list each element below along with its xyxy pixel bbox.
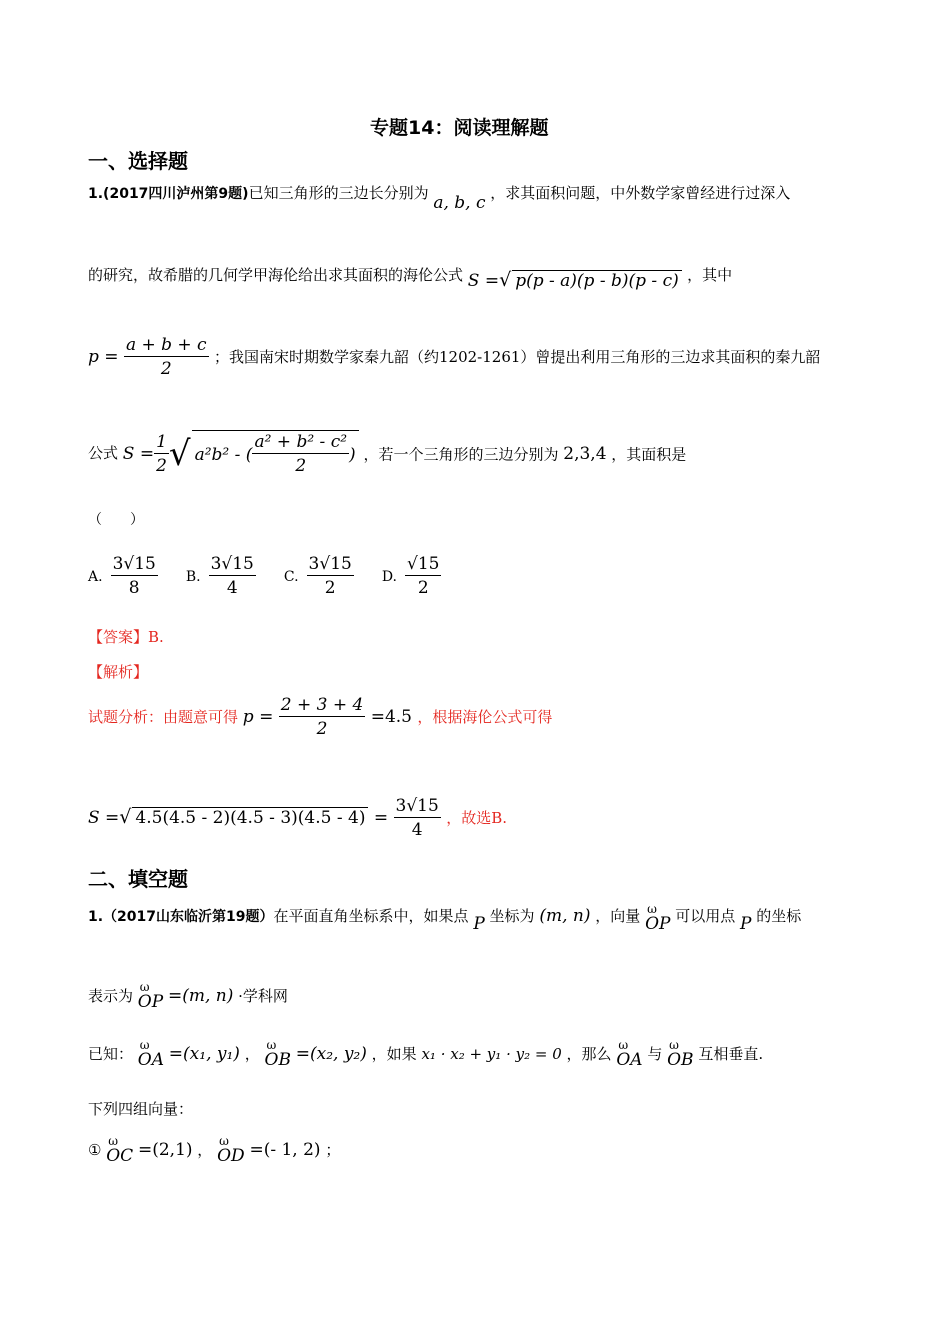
radicand-prefix: a²b² - ( bbox=[194, 444, 253, 465]
denominator: 8 bbox=[128, 578, 140, 598]
denominator: 2 bbox=[160, 359, 172, 379]
numerator: a + b + c bbox=[125, 335, 207, 355]
question-text: ；我国南宋时期数学家秦九韶（约1202-1261）曾提出利用三角形的三边求其面积的秦九韶 bbox=[214, 348, 821, 366]
denominator: 2 bbox=[324, 578, 336, 598]
sides-abc: a, b, c bbox=[433, 193, 486, 213]
denominator: 2 bbox=[417, 578, 429, 598]
question-text: ，其面积是 bbox=[611, 445, 687, 464]
question-text: 互相垂直. bbox=[698, 1045, 764, 1063]
solution-text: ，根据海伦公式可得 bbox=[417, 708, 553, 726]
radical-icon: √ bbox=[168, 434, 191, 474]
coordinate: =(x₂, y₂) bbox=[295, 1044, 367, 1064]
numerator: a² + b² - c² bbox=[254, 432, 348, 452]
radicand bbox=[192, 430, 359, 478]
question-text: 与 bbox=[647, 1045, 663, 1063]
fraction-half bbox=[154, 431, 169, 478]
denominator: 2 bbox=[295, 456, 307, 476]
question-text: 在平面直角坐标系中，如果点 bbox=[273, 907, 469, 925]
numerator: 1 bbox=[156, 431, 167, 452]
question-line-4 bbox=[88, 430, 686, 478]
vector-oa: ω OA bbox=[138, 1050, 164, 1070]
option-label: C. bbox=[283, 568, 299, 585]
radicand-suffix: ) bbox=[349, 444, 356, 465]
section-heading-choice: 一、选择题 bbox=[88, 149, 188, 173]
question-text: ·学科网 bbox=[238, 987, 288, 1005]
answer-line: 【答案】B. bbox=[88, 628, 164, 646]
option-fraction bbox=[111, 553, 158, 600]
question-text: ，如果 bbox=[371, 1045, 417, 1063]
point-p: P bbox=[740, 914, 752, 934]
numerator: 2 + 3 + 4 bbox=[280, 695, 364, 715]
question-text: 可以用点 bbox=[675, 907, 736, 925]
coordinate: =(m, n) bbox=[167, 986, 234, 1006]
p-formula bbox=[88, 335, 214, 379]
formula-lhs: p = bbox=[88, 347, 119, 367]
formula-lhs: S = bbox=[467, 271, 500, 291]
solution-text: ，故选B. bbox=[446, 809, 507, 827]
question-line-1 bbox=[88, 182, 791, 213]
question-text: ，那么 bbox=[566, 1045, 612, 1063]
option-d[interactable] bbox=[382, 553, 442, 600]
denominator: 2 bbox=[316, 719, 328, 739]
question-source: 1.(2017四川泸州第9题) bbox=[88, 186, 249, 202]
point-p: P bbox=[473, 914, 485, 934]
radical-icon: √ bbox=[119, 806, 132, 828]
formula-lhs: S = bbox=[122, 444, 155, 464]
coordinate: (m, n) bbox=[539, 906, 591, 926]
fill-question-line-2 bbox=[88, 985, 288, 1012]
numerator: √15 bbox=[407, 554, 440, 574]
question-line-3 bbox=[88, 334, 820, 381]
question-text: ，其中 bbox=[687, 266, 733, 284]
fraction bbox=[394, 795, 441, 842]
option-fraction bbox=[405, 553, 441, 600]
vector-od: ω OD bbox=[217, 1146, 245, 1166]
option-c[interactable] bbox=[284, 553, 354, 600]
question-text: 的研究，故希腊的几何学甲海伦给出求其面积的海伦公式 bbox=[88, 266, 464, 284]
page-title: 专题14：阅读理解题 bbox=[370, 117, 549, 139]
separator: ； bbox=[325, 1141, 341, 1159]
question-text: 的坐标 bbox=[756, 907, 802, 925]
formula-rhs: =4.5 bbox=[370, 707, 412, 727]
separator: ， bbox=[244, 1045, 260, 1063]
question-source: 1.（2017山东临沂第19题） bbox=[88, 909, 274, 925]
vector-ob: ω OB bbox=[265, 1050, 291, 1070]
denominator: 4 bbox=[226, 578, 238, 598]
fill-question-line-1 bbox=[88, 905, 802, 934]
separator: ， bbox=[197, 1141, 213, 1159]
numerator: 3√15 bbox=[112, 554, 156, 574]
question-text: 坐标为 bbox=[489, 907, 535, 925]
option-label: A. bbox=[88, 568, 103, 585]
vector-oc: ω OC bbox=[106, 1146, 133, 1166]
heron-formula bbox=[468, 271, 687, 291]
sides-values: 2,3,4 bbox=[563, 444, 607, 464]
solution-formula-p bbox=[242, 695, 418, 739]
coordinate: =(2,1) bbox=[137, 1140, 193, 1160]
question-text: 已知： bbox=[88, 1045, 134, 1063]
analysis-heading: 【解析】 bbox=[88, 663, 149, 681]
fraction bbox=[124, 334, 209, 381]
solution-line-1 bbox=[88, 694, 552, 741]
option-label: B. bbox=[185, 568, 201, 585]
solution-text: 试题分析：由题意可得 bbox=[88, 708, 239, 726]
fraction-inner bbox=[252, 431, 349, 478]
fraction bbox=[279, 694, 366, 741]
coordinate: =(x₁, y₁) bbox=[168, 1044, 240, 1064]
denominator: 4 bbox=[411, 820, 423, 840]
section-heading-fill: 二、填空题 bbox=[88, 867, 188, 891]
radicand: p(p - a)(p - b)(p - c) bbox=[512, 270, 682, 291]
option-fraction bbox=[307, 553, 354, 600]
radical-icon: √ bbox=[499, 269, 512, 291]
perpendicular-condition: x₁ · x₂ + y₁ · y₂ = 0 bbox=[421, 1045, 562, 1063]
question-text: 表示为 bbox=[88, 987, 134, 1005]
options-row bbox=[88, 553, 441, 600]
option-a[interactable] bbox=[88, 553, 158, 600]
vector-oa: ω OA bbox=[616, 1050, 642, 1070]
question-text: 公式 bbox=[88, 444, 119, 462]
solution-formula-s bbox=[88, 796, 446, 840]
fill-question-line-3 bbox=[88, 1043, 764, 1070]
item-number: ① bbox=[88, 1141, 102, 1159]
answer-blank: （ ） bbox=[88, 512, 144, 528]
formula-lhs: S = bbox=[88, 808, 120, 828]
numerator: 3√15 bbox=[210, 554, 254, 574]
question-text: ，求其面积问题，中外数学家曾经进行过深入 bbox=[490, 184, 791, 202]
option-fraction bbox=[209, 553, 256, 600]
option-b[interactable] bbox=[186, 553, 256, 600]
fill-question-line-4: 下列四组向量： bbox=[88, 1100, 194, 1118]
denominator: 2 bbox=[156, 455, 167, 476]
option-label: D. bbox=[381, 568, 398, 585]
vector-group-1 bbox=[88, 1139, 341, 1166]
numerator: 3√15 bbox=[395, 796, 439, 816]
vector-op: ω OP bbox=[138, 992, 163, 1012]
solution-line-2 bbox=[88, 795, 507, 842]
coordinate: =(- 1, 2) bbox=[249, 1140, 321, 1160]
radicand: 4.5(4.5 - 2)(4.5 - 3)(4.5 - 4) bbox=[132, 807, 368, 828]
vector-op: ω OP bbox=[645, 914, 670, 934]
question-text: ，若一个三角形的三边分别为 bbox=[363, 445, 559, 464]
question-text: 已知三角形的三边长分别为 bbox=[248, 184, 429, 202]
question-text: ，向量 bbox=[595, 907, 641, 925]
numerator: 3√15 bbox=[308, 554, 352, 574]
equals-sign: = bbox=[373, 808, 389, 828]
formula-lhs: p = bbox=[242, 707, 274, 727]
question-line-2 bbox=[88, 263, 733, 291]
qin-formula bbox=[123, 430, 359, 478]
vector-ob: ω OB bbox=[667, 1050, 693, 1070]
